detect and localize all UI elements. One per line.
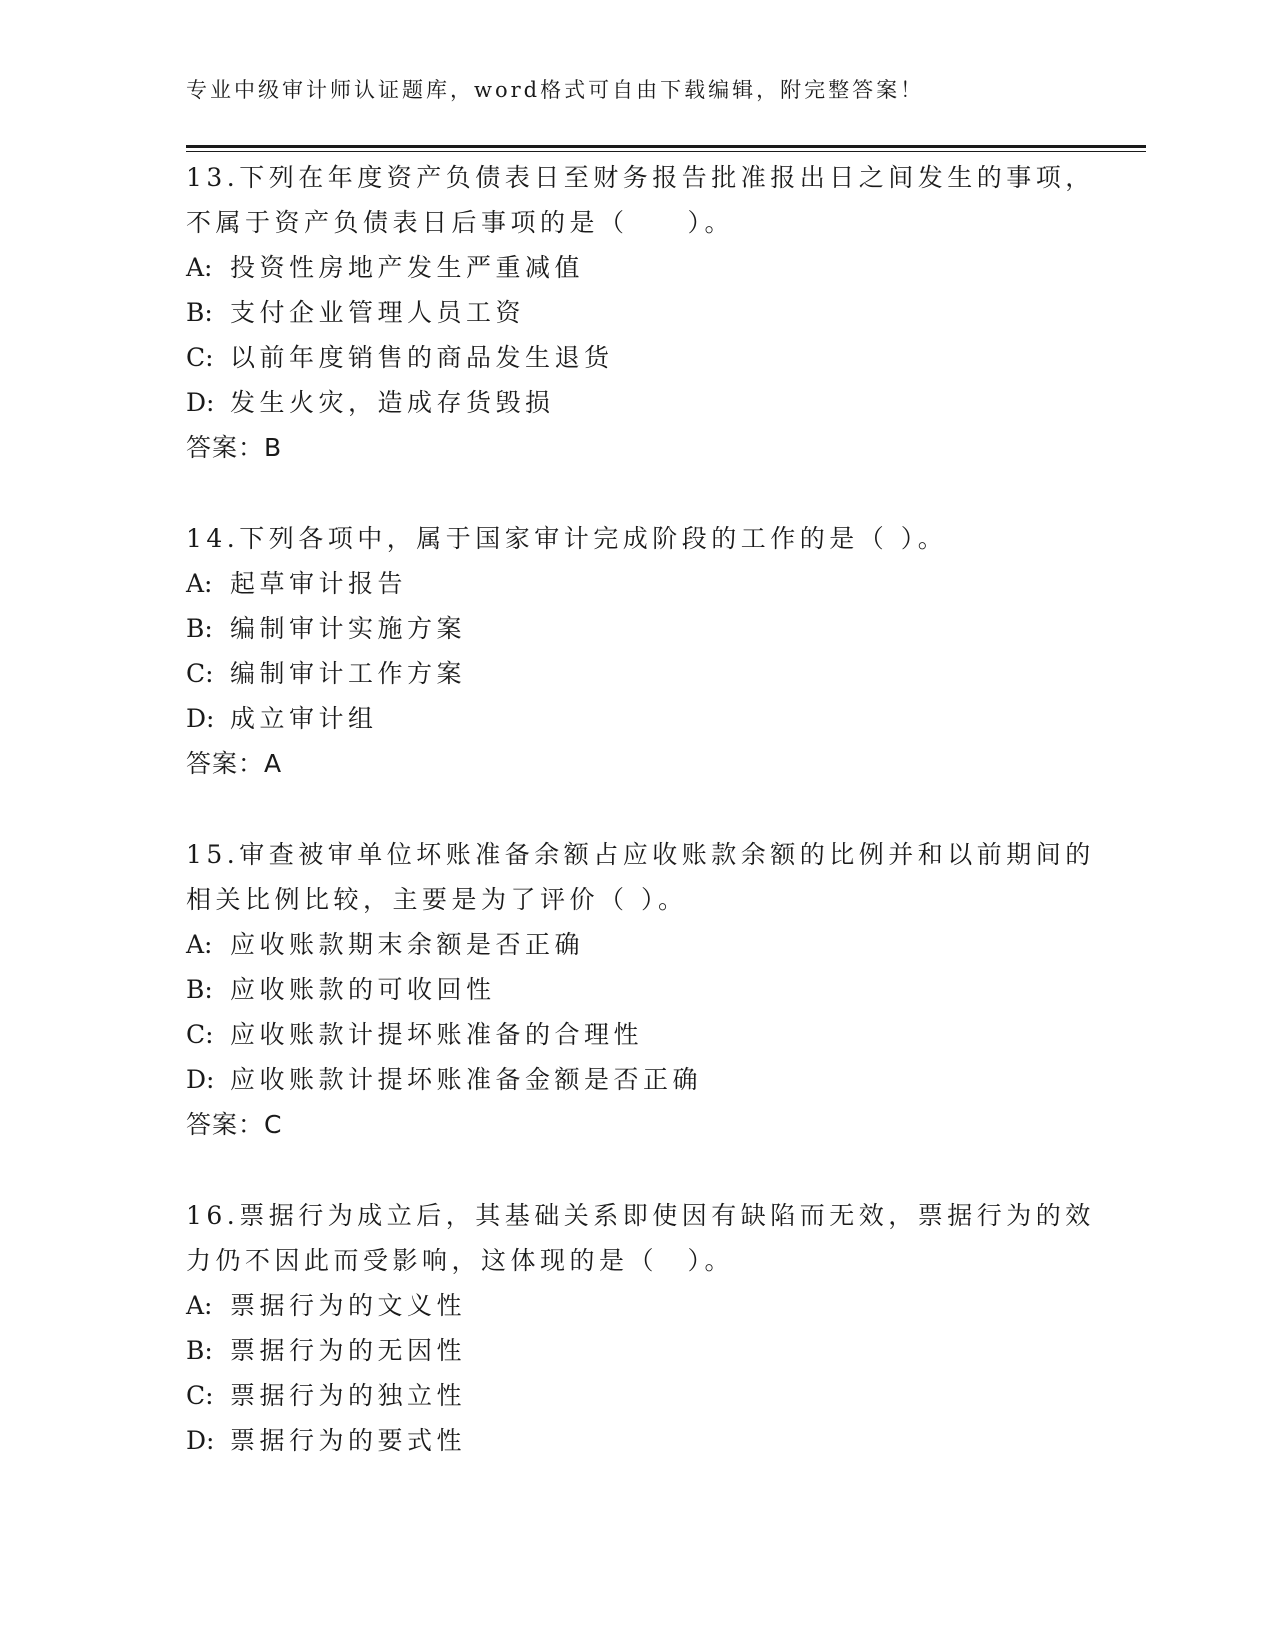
option-text: 应收账款计提坏账准备的合理性 [230, 1020, 644, 1049]
question-stem-line: 16.票据行为成立后，其基础关系即使因有缺陷而无效，票据行为的效 [186, 1201, 1095, 1230]
answer-line: 答案：C [186, 1110, 283, 1139]
header-rule-thick [186, 145, 1146, 148]
option-text: 编制审计实施方案 [230, 614, 467, 643]
option-d [186, 1057, 1146, 1102]
option-text: 票据行为的文义性 [230, 1291, 467, 1320]
option-letter: B: [186, 975, 213, 1004]
option-letter: D: [186, 1065, 215, 1094]
option-c [186, 1373, 1146, 1418]
option-c [186, 1012, 1146, 1057]
option-letter: A: [186, 253, 213, 282]
option-text: 应收账款的可收回性 [230, 975, 496, 1004]
option-text: 票据行为的独立性 [230, 1381, 467, 1410]
option-letter: C: [186, 659, 214, 688]
option-b [186, 290, 1146, 335]
option-letter: D: [186, 388, 215, 417]
question-stem-line: 不属于资产负债表日后事项的是（ ）。 [186, 208, 735, 237]
option-letter: C: [186, 1020, 214, 1049]
option-b [186, 606, 1146, 651]
header-rule-thin [186, 151, 1146, 152]
option-text: 支付企业管理人员工资 [230, 298, 526, 327]
option-text: 应收账款期末余额是否正确 [230, 930, 585, 959]
question-16 [186, 1193, 1146, 1463]
option-letter: A: [186, 930, 213, 959]
option-letter: B: [186, 614, 213, 643]
question-stem-line: 14.下列各项中，属于国家审计完成阶段的工作的是（ ）。 [186, 524, 948, 553]
question-15 [186, 832, 1146, 1147]
option-letter: B: [186, 1336, 213, 1365]
option-b [186, 1328, 1146, 1373]
option-text: 起草审计报告 [230, 569, 408, 598]
option-d [186, 696, 1146, 741]
option-letter: D: [186, 704, 215, 733]
option-c [186, 651, 1146, 696]
option-text: 以前年度销售的商品发生退货 [230, 343, 614, 372]
option-text: 应收账款计提坏账准备金额是否正确 [230, 1065, 703, 1094]
option-d [186, 380, 1146, 425]
option-text: 发生火灾，造成存货毁损 [230, 388, 555, 417]
option-a [186, 561, 1146, 606]
page-header-text: 专业中级审计师认证题库，word格式可自由下载编辑，附完整答案！ [186, 78, 925, 102]
question-stem-line: 相关比例比较，主要是为了评价（ ）。 [186, 885, 688, 914]
option-text: 票据行为的无因性 [230, 1336, 467, 1365]
option-letter: D: [186, 1426, 215, 1455]
option-letter: B: [186, 298, 213, 327]
option-text: 编制审计工作方案 [230, 659, 467, 688]
option-a [186, 922, 1146, 967]
option-letter: C: [186, 1381, 214, 1410]
question-stem-line: 力仍不因此而受影响，这体现的是（ ）。 [186, 1246, 735, 1275]
option-a [186, 1283, 1146, 1328]
option-letter: C: [186, 343, 214, 372]
option-d [186, 1418, 1146, 1463]
option-text: 投资性房地产发生严重减值 [230, 253, 585, 282]
option-letter: A: [186, 569, 213, 598]
question-stem-line: 13.下列在年度资产负债表日至财务报告批准报出日之间发生的事项， [186, 163, 1095, 192]
question-list [186, 155, 1146, 1509]
question-stem-line: 15.审查被审单位坏账准备余额占应收账款余额的比例并和以前期间的 [186, 840, 1095, 869]
option-b [186, 967, 1146, 1012]
option-text: 成立审计组 [230, 704, 378, 733]
option-a [186, 245, 1146, 290]
answer-line: 答案：B [186, 433, 283, 462]
question-14 [186, 516, 1146, 786]
option-c [186, 335, 1146, 380]
question-13 [186, 155, 1146, 470]
option-text: 票据行为的要式性 [230, 1426, 467, 1455]
answer-line: 答案：A [186, 749, 283, 778]
option-letter: A: [186, 1291, 213, 1320]
